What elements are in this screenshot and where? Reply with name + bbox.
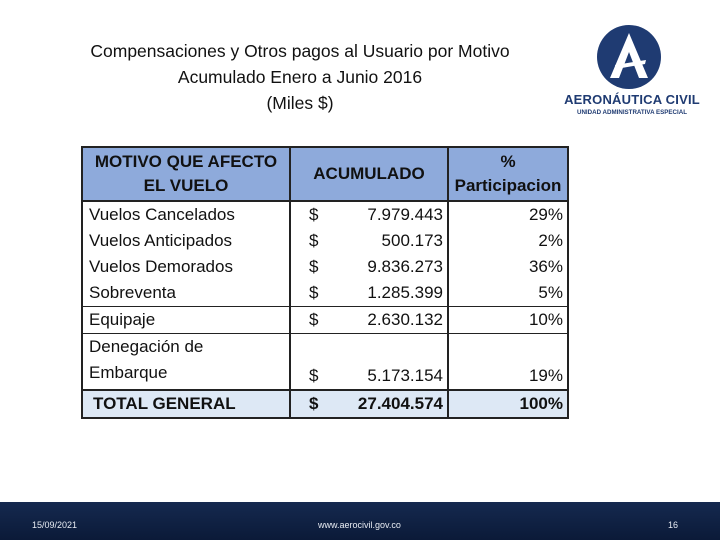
header-pct-line-1: % bbox=[500, 152, 516, 171]
header-pct-line-2: Participacion bbox=[454, 176, 562, 195]
title-line-2: Acumulado Enero a Junio 2016 bbox=[177, 67, 423, 87]
header-motivo-line-2: EL VUELO bbox=[143, 176, 229, 195]
total-pct: 100% bbox=[448, 390, 568, 418]
currency-symbol: $ bbox=[309, 283, 319, 302]
total-row bbox=[82, 390, 568, 418]
motivo-cell: Vuelos Anticipados bbox=[82, 228, 290, 254]
title-line-3: (Miles $) bbox=[266, 93, 334, 113]
acumulado-value: 7.979.443 bbox=[367, 205, 443, 224]
table-row bbox=[82, 307, 568, 334]
compensation-table bbox=[81, 146, 569, 419]
acumulado-cell bbox=[290, 228, 448, 254]
currency-symbol: $ bbox=[309, 310, 319, 329]
header-acumulado: ACUMULADO bbox=[290, 147, 448, 201]
acumulado-value: 5.173.154 bbox=[367, 366, 443, 385]
slide-title bbox=[20, 38, 580, 116]
table-row bbox=[82, 280, 568, 307]
motivo-cell bbox=[82, 334, 290, 391]
motivo-cell: Equipaje bbox=[82, 307, 290, 334]
acumulado-value: 500.173 bbox=[381, 231, 443, 250]
footer-url[interactable]: www.aerocivil.gov.co bbox=[318, 520, 401, 530]
page-number: 16 bbox=[668, 520, 679, 530]
motivo-line-1: Denegación de bbox=[89, 337, 204, 356]
logo-subtitle: UNIDAD ADMINISTRATIVA ESPECIAL bbox=[577, 109, 687, 116]
pct-cell: 10% bbox=[448, 307, 568, 334]
currency-symbol: $ bbox=[309, 205, 319, 224]
header-motivo-line-1: MOTIVO QUE AFECTO bbox=[94, 152, 278, 171]
table-row bbox=[82, 334, 568, 391]
pct-cell: 2% bbox=[448, 228, 568, 254]
table-header-row bbox=[82, 147, 568, 201]
letter-a-logo-icon bbox=[596, 24, 662, 90]
acumulado-cell bbox=[290, 201, 448, 228]
footer-date: 15/09/2021 bbox=[32, 520, 78, 530]
title-line-1: Compensaciones y Otros pagos al Usuario por Motivo bbox=[90, 41, 510, 61]
header-motivo bbox=[82, 147, 290, 201]
currency-symbol: $ bbox=[309, 394, 319, 413]
total-label: TOTAL GENERAL bbox=[82, 390, 290, 418]
motivo-cell: Sobreventa bbox=[82, 280, 290, 307]
total-acumulado-value: 27.404.574 bbox=[357, 394, 443, 413]
motivo-line-2: Embarque bbox=[89, 363, 168, 382]
total-acumulado-cell bbox=[290, 390, 448, 418]
slide-footer bbox=[0, 502, 720, 540]
pct-cell: 36% bbox=[448, 254, 568, 280]
acumulado-value: 9.836.273 bbox=[367, 257, 443, 276]
currency-symbol: $ bbox=[309, 257, 319, 276]
logo-name: AERONÁUTICA CIVIL bbox=[564, 92, 700, 107]
motivo-cell: Vuelos Cancelados bbox=[82, 201, 290, 228]
table-row bbox=[82, 228, 568, 254]
aerocivil-logo bbox=[562, 22, 702, 132]
currency-symbol: $ bbox=[309, 366, 319, 385]
currency-symbol: $ bbox=[309, 231, 319, 250]
header-participacion bbox=[448, 147, 568, 201]
pct-cell: 5% bbox=[448, 280, 568, 307]
motivo-cell: Vuelos Demorados bbox=[82, 254, 290, 280]
pct-cell: 19% bbox=[448, 334, 568, 391]
acumulado-cell bbox=[290, 280, 448, 307]
acumulado-cell bbox=[290, 254, 448, 280]
table-row bbox=[82, 201, 568, 228]
acumulado-value: 1.285.399 bbox=[367, 283, 443, 302]
pct-cell: 29% bbox=[448, 201, 568, 228]
acumulado-value: 2.630.132 bbox=[367, 310, 443, 329]
acumulado-cell bbox=[290, 307, 448, 334]
acumulado-cell bbox=[290, 334, 448, 391]
table-row bbox=[82, 254, 568, 280]
